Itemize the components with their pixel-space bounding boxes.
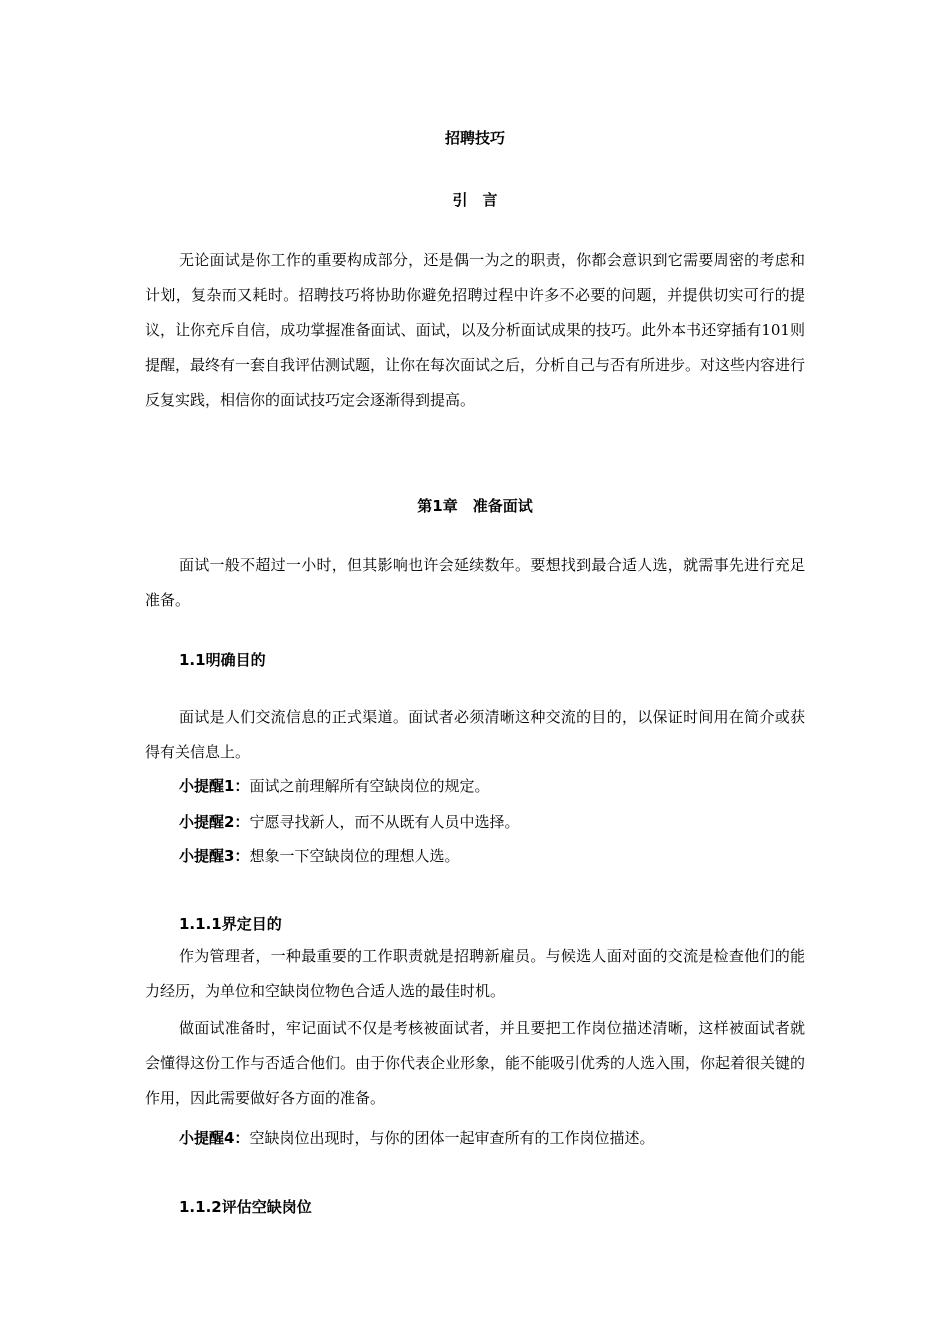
tip-4 [179,1128,805,1148]
intro-heading: 引 言 [452,191,498,209]
tip-label: 小提醒3： [179,847,250,865]
tip-label: 小提醒4： [179,1129,250,1147]
section-1-1-1-paragraph-2: 做面试准备时，牢记面试不仅是考核被面试者，并且要把工作岗位描述清晰，这样被面试者就会懂得这份工作与否适合他们。由于你代表企业形象，能不能吸引优秀的人选入围，你起着很关键的作用，因此需要做好各方面的准备。 [145,1019,806,1107]
section-1-1-heading: 1.1明确目的 [179,651,266,669]
tip-2 [179,812,805,832]
section-1-1-1-paragraph-1: 作为管理者，一种最重要的工作职责就是招聘新雇员。与候选人面对面的交流是检查他们的能力经历，为单位和空缺岗位物色合适人选的最佳时机。 [145,947,805,1000]
chapter-1-heading: 第1章 准备面试 [417,497,533,515]
document-title: 招聘技巧 [444,129,505,147]
tip-text: 空缺岗位出现时，与你的团体一起审查所有的工作岗位描述。 [249,1129,655,1147]
tip-label: 小提醒1： [179,777,250,795]
section-1-1-paragraph: 面试是人们交流信息的正式渠道。面试者必须清晰这种交流的目的，以保证时间用在简介或获得有关信息上。 [145,708,805,761]
tip-1 [179,776,805,796]
tip-text: 面试之前理解所有空缺岗位的规定。 [249,777,490,795]
section-1-1-2-heading: 1.1.2评估空缺岗位 [179,1198,312,1216]
section-1-1-1-heading: 1.1.1界定目的 [179,915,282,933]
chapter-1-paragraph: 面试一般不超过一小时，但其影响也许会延续数年。要想找到最合适人选，就需事先进行充足准备。 [145,556,805,609]
intro-paragraph: 无论面试是你工作的重要构成部分，还是偶一为之的职责，你都会意识到它需要周密的考虑和计划，复杂而又耗时。招聘技巧将协助你避免招聘过程中许多不必要的问题，并提供切实可行的提议，让你充斥自信，成功掌握准备面试、面试，以及分析面试成果的技巧。此外本书还穿插有101则提醒，最终有一套自我评估测试题，让你在每次面试之后，分析自己与否有所进步。对这些内容进行反复实践，相信你的面试技巧定会逐渐得到提高。 [145,251,806,409]
tip-label: 小提醒2： [179,813,250,831]
tip-text: 想象一下空缺岗位的理想人选。 [249,847,460,865]
tip-3 [179,846,805,866]
tip-text: 宁愿寻找新人，而不从既有人员中选择。 [249,813,520,831]
